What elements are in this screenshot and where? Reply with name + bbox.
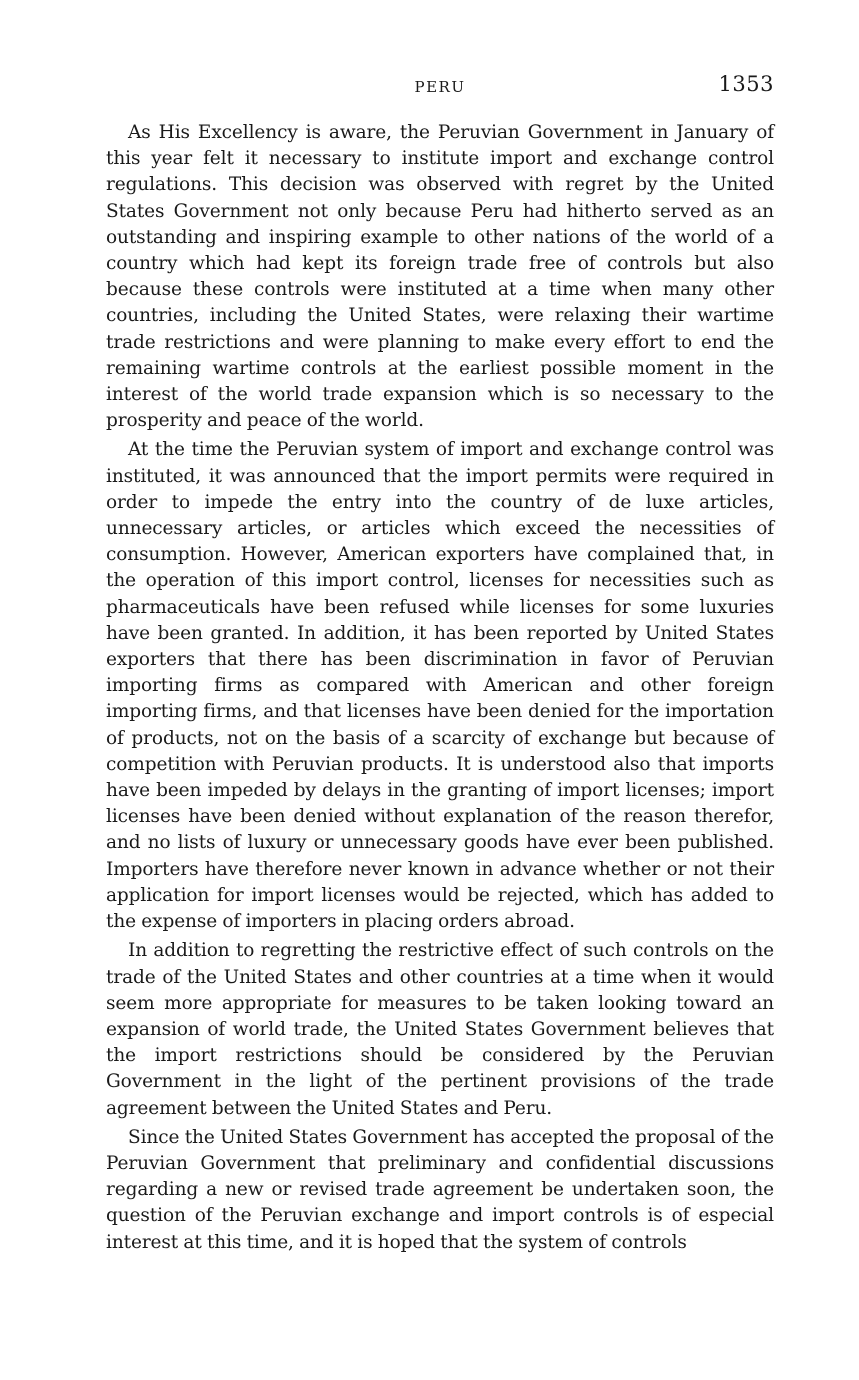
page-number: 1353 bbox=[718, 72, 774, 96]
running-title: PERU bbox=[414, 78, 466, 96]
body-text bbox=[106, 120, 774, 1256]
page-header bbox=[106, 72, 774, 106]
paragraph-3: In addition to regretting the restrictive effect of such controls on the trade of the United States and other countries at a time when it would seem more appropriate for measures to be taken looking toward an expansion of world trade, the United States Government believes that the import restrictions should be considered by the Peruvian Government in the light of the pertinent provisions of the trade agreement between the United States and Peru. bbox=[106, 940, 774, 1119]
document-page bbox=[106, 72, 774, 1259]
paragraph-4: Since the United States Government has accepted the proposal of the Peruvian Government that preliminary and confidential discussions regarding a new or revised trade agreement be undertaken soon, the question of the Peruvian exchange and import controls is of especial interest at this time, and it is hoped that the system of controls bbox=[106, 1126, 774, 1253]
paragraph-1: As His Excellency is aware, the Peruvian Government in January of this year felt it necessary to institute import and exchange control regulations. This decision was observed with regret by the United States Government not only because Peru had hitherto served as an outstanding and inspiring example to other nations of the world of a country which had kept its foreign trade free of controls but also because these controls were instituted at a time when many other countries, including the United States, were relaxing their wartime trade restrictions and were planning to make every effort to end the remaining wartime controls at the earliest possible moment in the interest of the world trade expansion which is so necessary to the prosperity and peace of the world. bbox=[106, 122, 774, 432]
paragraph-2: At the time the Peruvian system of import and exchange control was instituted, it was announced that the import permits were required in order to impede the entry into the country of de luxe articles, unnecessary articles, or articles which exceed the necessities of consumption. However, American exporters have complained that, in the operation of this import control, licenses for necessities such as pharmaceuticals have been refused while licenses for some luxuries have been granted. In addition, it has been reported by United States exporters that there has been discrimination in favor of Peruvian importing firms as compared with American and other foreign importing firms, and that licenses have been denied for the importation of products, not on the basis of a scarcity of exchange but because of competition with Peruvian products. It is understood also that imports have been impeded by delays in the granting of import licenses; import licenses have been denied without explanation of the reason therefor, and no lists of luxury or unnecessary goods have ever been published. Importers have therefore never known in advance whether or not their application for import licenses would be rejected, which has added to the expense of importers in placing orders abroad. bbox=[106, 439, 774, 933]
